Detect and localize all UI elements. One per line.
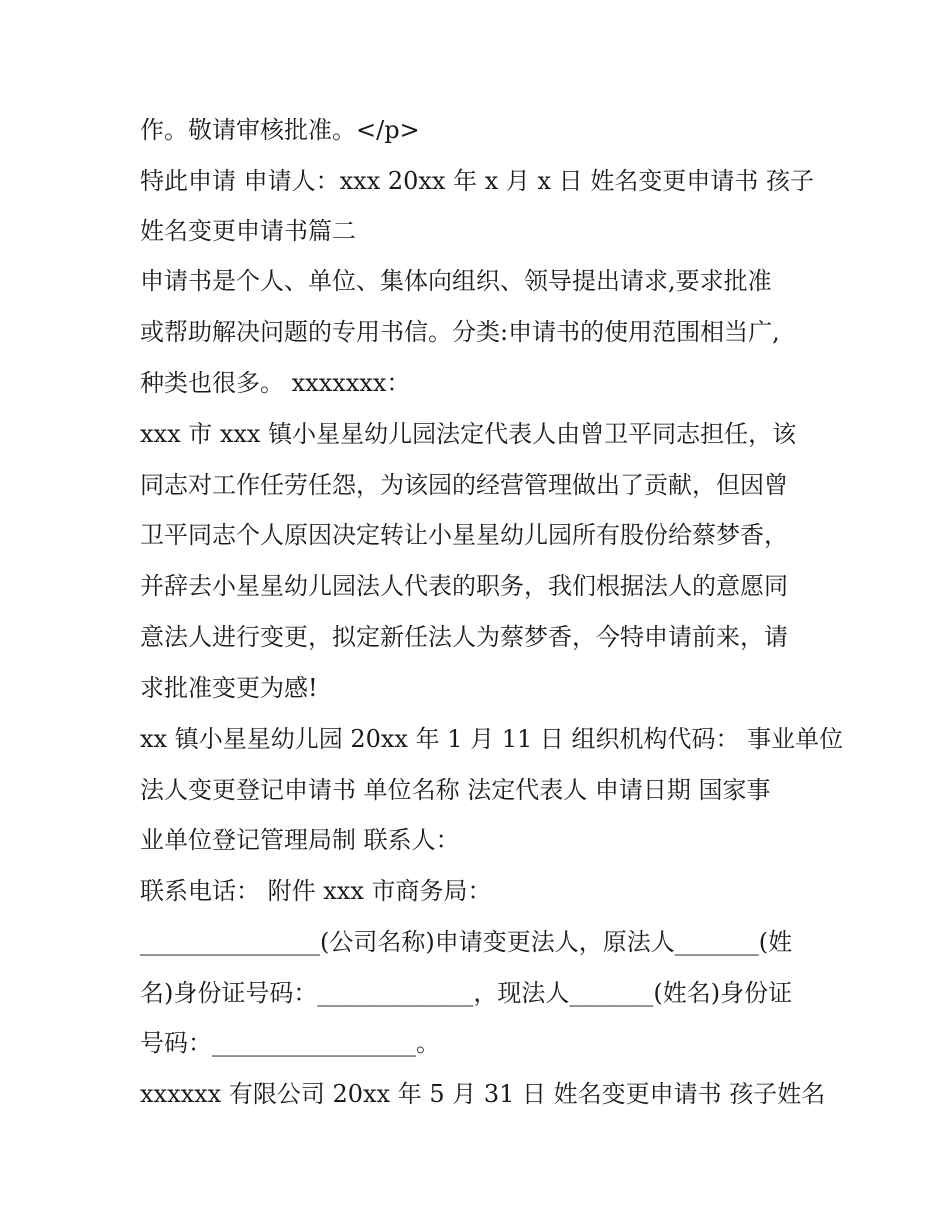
text-line-15: 业单位登记管理局制 联系人： — [140, 826, 460, 854]
text-line-12: 求批准变更为感! — [140, 674, 318, 702]
text-line-19: 号码：_________________。 — [140, 1029, 440, 1057]
text-line-18: 名)身份证号码：_____________，现法人_______(姓名)身份证 — [140, 979, 793, 1007]
text-line-6: 种类也很多。 xxxxxxx： — [140, 369, 411, 397]
text-line-8: 同志对工作任劳任怨，为该园的经营管理做出了贡献，但因曾 — [140, 471, 788, 499]
text-line-20: xxxxxx 有限公司 20xx 年 5 月 31 日 姓名变更申请书 孩子姓名 — [140, 1080, 826, 1108]
text-line-2: 特此申请 申请人：xxx 20xx 年 x 月 x 日 姓名变更申请书 孩子 — [140, 167, 814, 195]
text-line-14: 法人变更登记申请书 单位名称 法定代表人 申请日期 国家事 — [140, 776, 771, 804]
text-line-3: 姓名变更申请书篇二 — [140, 217, 356, 245]
text-line-13: xx 镇小星星幼儿园 20xx 年 1 月 11 日 组织机构代码： 事业单位 — [140, 725, 844, 753]
text-line-5: 或帮助解决问题的专用书信。分类:申请书的使用范围相当广, — [140, 318, 780, 346]
text-line-16: 联系电话： 附件 xxx 市商务局： — [140, 877, 492, 905]
text-line-11: 意法人进行变更，拟定新任法人为蔡梦香，今特申请前来，请 — [140, 623, 788, 651]
text-line-4: 申请书是个人、单位、集体向组织、领导提出请求,要求批准 — [140, 267, 772, 295]
text-line-10: 并辞去小星星幼儿园法人代表的职务，我们根据法人的意愿同 — [140, 572, 788, 600]
text-line-9: 卫平同志个人原因决定转让小星星幼儿园所有股份给蔡梦香， — [140, 521, 788, 549]
text-line-17: _______________(公司名称)申请变更法人，原法人_______(姓 — [140, 928, 793, 956]
text-line-7: xxx 市 xxx 镇小星星幼儿园法定代表人由曾卫平同志担任，该 — [140, 420, 797, 448]
text-line-1: 作。敬请审核批准。</p> — [140, 116, 420, 144]
